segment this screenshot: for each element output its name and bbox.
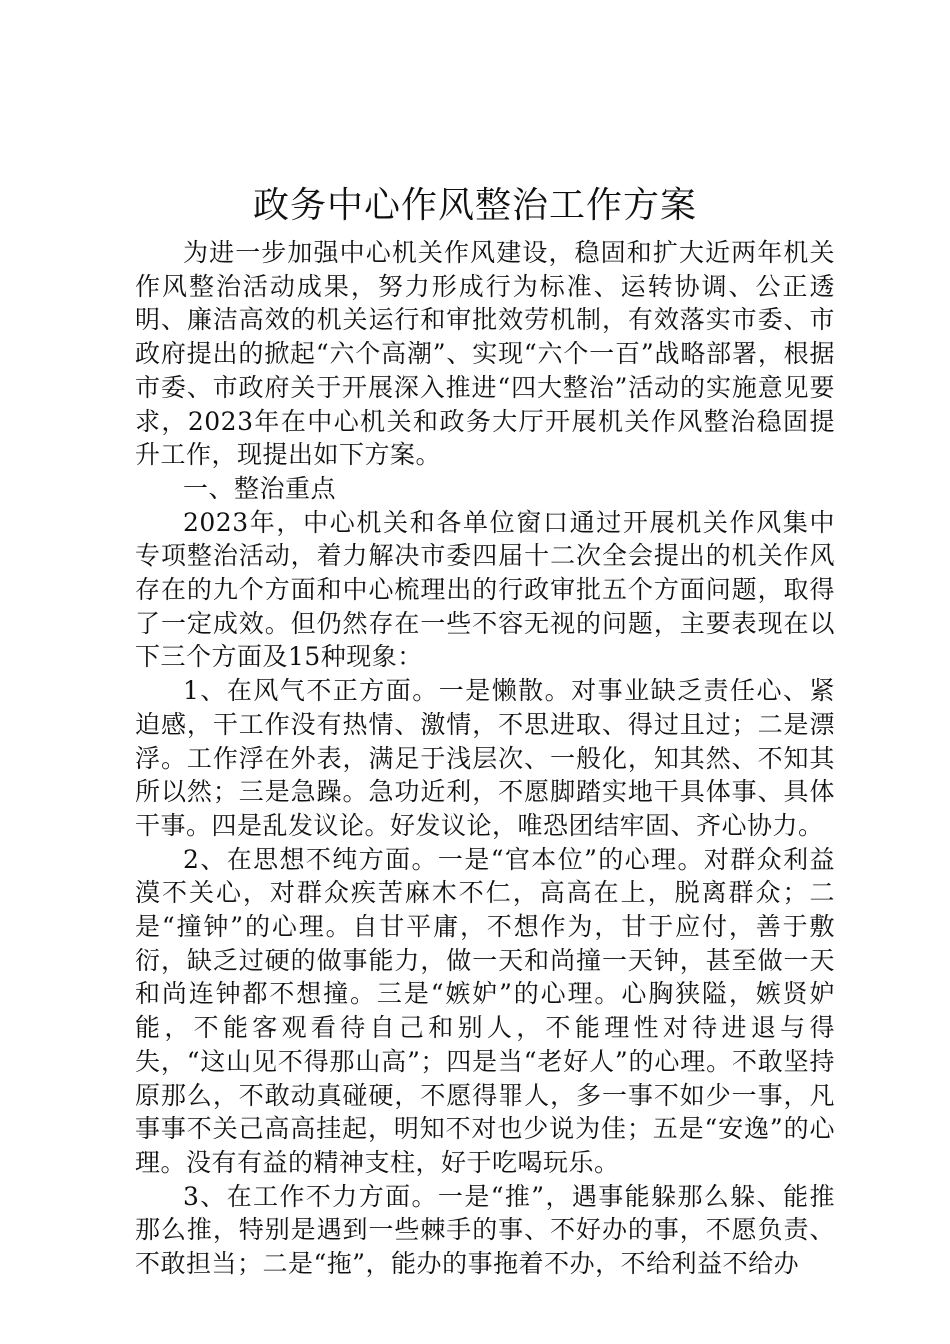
paragraph-item-3: 3、在工作不力方面。一是“推”，遇事能躲那么躲、能推那么推，特别是遇到一些棘手的事、不好办的事，不愿负责、不敢担当；二是“拖”，能办的事拖着不办，不给利益不给办 bbox=[135, 1181, 835, 1279]
paragraph-overview: 2023年，中心机关和各单位窗口通过开展机关作风集中专项整治活动，着力解决市委四届十二次全会提出的机关作风存在的九个方面和中心梳理出的行政审批五个方面问题，取得了一定成效。但仍然存在一些不容无视的问题，主要表现在以下三个方面及15种现象： bbox=[135, 507, 835, 672]
document-title: 政务中心作风整治工作方案 bbox=[252, 185, 697, 226]
document-body bbox=[135, 236, 835, 1281]
section-heading-focus: 一、整治重点 bbox=[183, 473, 337, 503]
paragraph-item-1: 1、在风气不正方面。一是懒散。对事业缺乏责任心、紧迫感，干工作没有热情、激情，不思进取、得过且过；二是漂浮。工作浮在外表，满足于浅层次、一般化，知其然、不知其所以然；三是急躁。急功近利，不愿脚踏实地干具体事、具体干事。四是乱发议论。好发议论，唯恐团结牢固、齐心协力。 bbox=[135, 676, 835, 840]
paragraph-item-2: 2、在思想不纯方面。一是“官本位”的心理。对群众利益漠不关心，对群众疾苦麻木不仁，高高在上，脱离群众；二是“撞钟”的心理。自甘平庸，不想作为，甘于应付，善于敷衍，缺乏过硬的做事能力，做一天和尚撞一天钟，甚至做一天和尚连钟都不想撞。三是“嫉妒”的心理。心胸狭隘，嫉贤妒能，不能客观看待自己和别人，不能理性对待进退与得失，“这山见不得那山高”；四是当“老好人”的心理。不敢坚持原那么，不敢动真碰硬，不愿得罪人，多一事不如少一事，凡事事不关己高高挂起，明知不对也少说为佳；五是“安逸”的心理。没有有益的精神支柱，好于吃喝玩乐。 bbox=[135, 844, 835, 1177]
paragraph-intro: 为进一步加强中心机关作风建设，稳固和扩大近两年机关作风整治活动成果，努力形成行为标准、运转协调、公正透明、廉洁高效的机关运行和审批效劳机制，有效落实市委、市政府提出的掀起“六个高潮”、实现“六个一百”战略部署，根据市委、市政府关于开展深入推进“四大整治”活动的实施意见要求，2023年在中心机关和政务大厅开展机关作风整治稳固提升工作，现提出如下方案。 bbox=[135, 238, 835, 470]
